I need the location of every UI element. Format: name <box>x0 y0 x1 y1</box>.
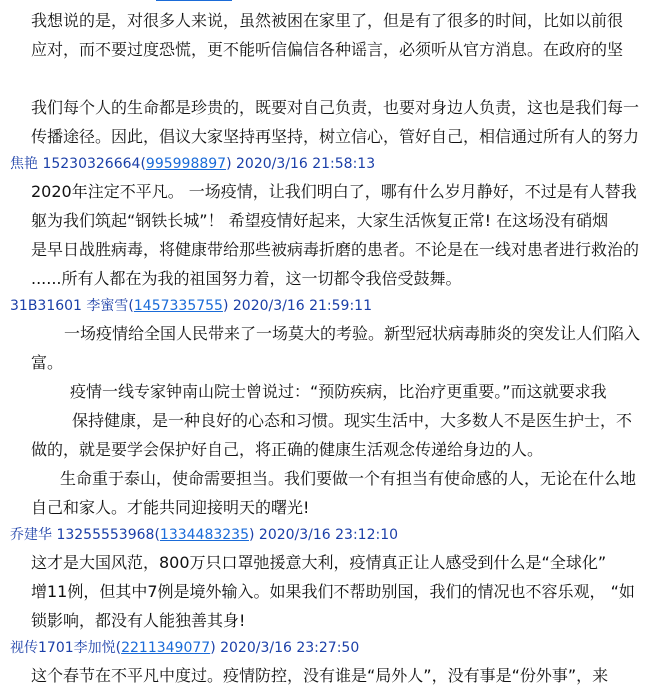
post-text-line: 疫情一线专家钟南山院士曾说过：“预防疾病，比治疗更重要。”而这就要求我 <box>70 382 607 401</box>
post-header: 31B31601 李蜜雪(1457335755) 2020/3/16 21:59:11 <box>10 298 372 314</box>
qq-link[interactable]: 995998897 <box>145 156 227 172</box>
qq-link[interactable]: 1457335755 <box>133 298 223 314</box>
post-text-line: 保持健康，是一种良好的心态和习惯。现实生活中，大多数人不是医生护士，不 <box>72 411 633 430</box>
post-text-line: 自己和家人。才能共同迎接明天的曙光! <box>31 498 310 517</box>
post-text-line: 增11例，但其中7例是境外输入。如果我们不帮助别国，我们的情况也不容乐观， “如 <box>31 582 635 601</box>
post-timestamp: 2020/3/16 23:12:10 <box>258 527 399 543</box>
post-text-line: 生命重于泰山，使命需要担当。我们要做一个有担当有使命感的人，无论在什么地 <box>60 469 637 488</box>
post-timestamp: 2020/3/16 23:27:50 <box>220 640 360 656</box>
post-header: 乔建华 13255553968(1334483235) 2020/3/16 23:12:10 <box>10 527 399 543</box>
post-text-line: 富。 <box>31 353 64 372</box>
post-text-line: 我想说的是，对很多人来说，虽然被困在家里了，但是有了很多的时间，比如以前很 <box>31 11 624 30</box>
post-text-line: 传播途径。因此，倡议大家坚持再坚持，树立信心，管好自己，相信通过所有人的努力 <box>31 127 640 146</box>
post-author: 焦艳 15230326664 <box>10 156 141 172</box>
qq-link[interactable]: 1334483235 <box>159 527 249 543</box>
post-text-line: ......所有人都在为我的祖国努力着，这一切都令我倍受鼓舞。 <box>31 269 462 288</box>
post-timestamp: 2020/3/16 21:59:11 <box>232 298 372 314</box>
qq-link-fragment[interactable] <box>156 0 232 1</box>
post-timestamp: 2020/3/16 21:58:13 <box>236 156 376 172</box>
post-text-line: 躯为我们筑起“钢铁长城”！ 希望疫情好起来，大家生活恢复正常! 在这场没有硝烟 <box>31 211 609 230</box>
post-text-line: 这个春节在不平凡中度过。疫情防控，没有谁是“局外人”，没有事是“份外事”，来 <box>31 666 609 685</box>
post-author: 视传1701李加悦 <box>10 640 116 656</box>
post-text-line: 2020年注定不平凡。 一场疫情，让我们明白了，哪有什么岁月静好，不过是有人替我 <box>31 182 637 201</box>
post-text-line: 是早日战胜病毒，将健康带给那些被病毒折磨的患者。不论是在一线对患者进行救治的 <box>31 240 640 259</box>
post-text-line: 应对，而不要过度恐慌，更不能听信偏信各种谣言，必须听从官方消息。在政府的坚 <box>31 40 624 59</box>
post-text-line: 锁影响，都没有人能独善其身! <box>31 611 246 630</box>
qq-link[interactable]: 2211349077 <box>121 640 211 656</box>
post-text-line: 我们每个人的生命都是珍贵的，既要对自己负责，也要对身边人负责，这也是我们每一 <box>31 98 640 117</box>
post-author: 乔建华 13255553968 <box>10 527 155 543</box>
post-text-line: 一场疫情给全国人民带来了一场莫大的考验。新型冠状病毒肺炎的突发让人们陷入 <box>64 324 641 343</box>
post-header: 焦艳 15230326664(995998897) 2020/3/16 21:58:13 <box>10 156 376 172</box>
post-text-line: 这才是大国风范，800万只口罩弛援意大利，疫情真正让人感受到什么是“全球化” <box>31 553 607 572</box>
post-header: 视传1701李加悦(2211349077) 2020/3/16 23:27:50 <box>10 640 360 656</box>
post-text-line: 做的，就是要学会保护好自己，将正确的健康生活观念传递给身边的人。 <box>31 440 544 459</box>
post-author: 31B31601 李蜜雪 <box>10 298 129 314</box>
